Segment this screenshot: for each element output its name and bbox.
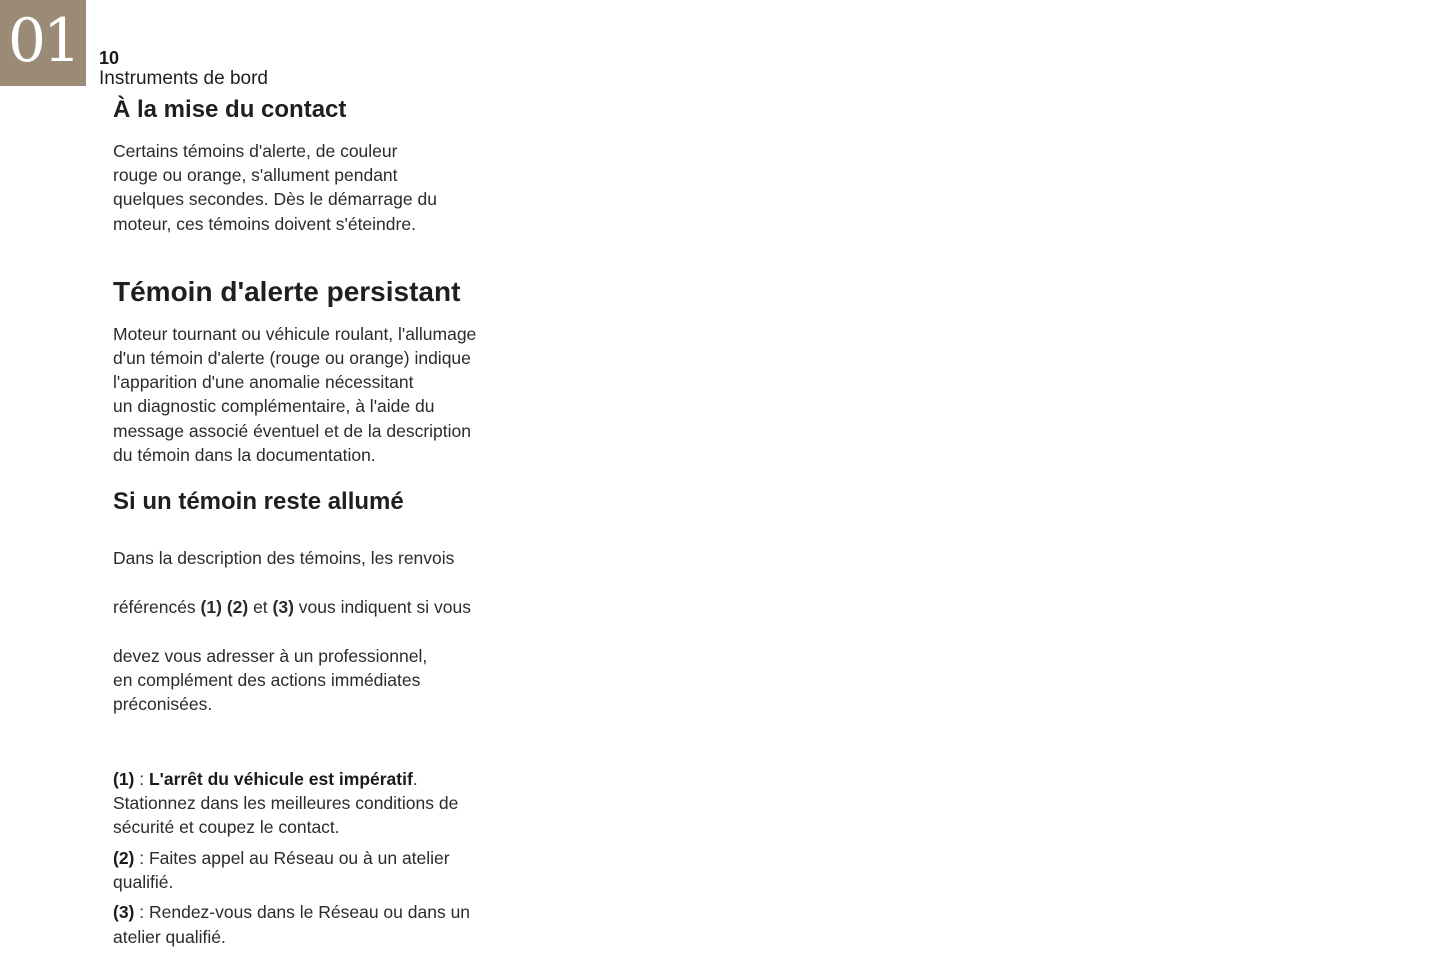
ref-1: (1) bbox=[200, 597, 222, 618]
note-separator: : bbox=[134, 768, 149, 789]
note-ref: (2) bbox=[113, 847, 135, 868]
body-rest: devez vous adresser à un professionnel, en complément des actions immédiates préconisées. bbox=[113, 645, 428, 715]
section-title-ignition: À la mise du contact bbox=[113, 96, 347, 123]
note-text: Stationnez dans les meilleures conditions de sécurité et coupez le contact. bbox=[113, 793, 459, 838]
body-line-refs bbox=[113, 595, 533, 619]
section-title-persistent: Témoin d'alerte persistant bbox=[113, 275, 461, 307]
note-separator: : bbox=[134, 902, 149, 923]
chapter-title: Instruments de bord bbox=[99, 68, 268, 89]
body-line: Dans la description des témoins, les renvois bbox=[113, 548, 455, 569]
note-1 bbox=[113, 767, 533, 840]
section-body-remains-on bbox=[113, 522, 533, 741]
ref-suffix: vous indiquent si vous bbox=[293, 597, 471, 618]
note-after-emphasis: . bbox=[412, 768, 418, 789]
section-body-persistent: Moteur tournant ou véhicule roulant, l'allumage d'un témoin d'alerte (rouge ou orange) indique l'apparition d'une anomalie nécessitant un diagnostic complémentaire, à l'aide du message associé éventuel et de la description du témoin dans la documentation. bbox=[113, 323, 477, 466]
note-text: Faites appel au Réseau ou à un atelier qualifié. bbox=[113, 847, 450, 893]
note-ref: (1) bbox=[113, 768, 135, 789]
ref-and: et bbox=[248, 597, 273, 618]
note-text: Rendez-vous dans le Réseau ou dans un atelier qualifié. bbox=[113, 902, 471, 947]
chapter-tab bbox=[0, 0, 86, 86]
note-2 bbox=[113, 846, 533, 895]
page-number: 10 bbox=[99, 48, 120, 68]
note-ref: (3) bbox=[113, 902, 135, 923]
chapter-number: 01 bbox=[7, 6, 79, 76]
section-title-remains-on: Si un témoin reste allumé bbox=[113, 488, 404, 516]
note-3 bbox=[113, 900, 533, 949]
section-body-ignition: Certains témoins d'alerte, de couleur rouge ou orange, s'allument pendant quelques secondes. Dès le démarrage du moteur, ces témoins doivent s'éteindre. bbox=[113, 140, 437, 234]
note-separator: : bbox=[134, 847, 149, 868]
page-content bbox=[113, 96, 533, 949]
note-emphasis: L'arrêt du véhicule est impératif bbox=[148, 768, 413, 789]
ref-2: (2) bbox=[226, 597, 249, 618]
ref-3: (3) bbox=[272, 597, 294, 618]
ref-prefix: référencés bbox=[113, 597, 201, 618]
